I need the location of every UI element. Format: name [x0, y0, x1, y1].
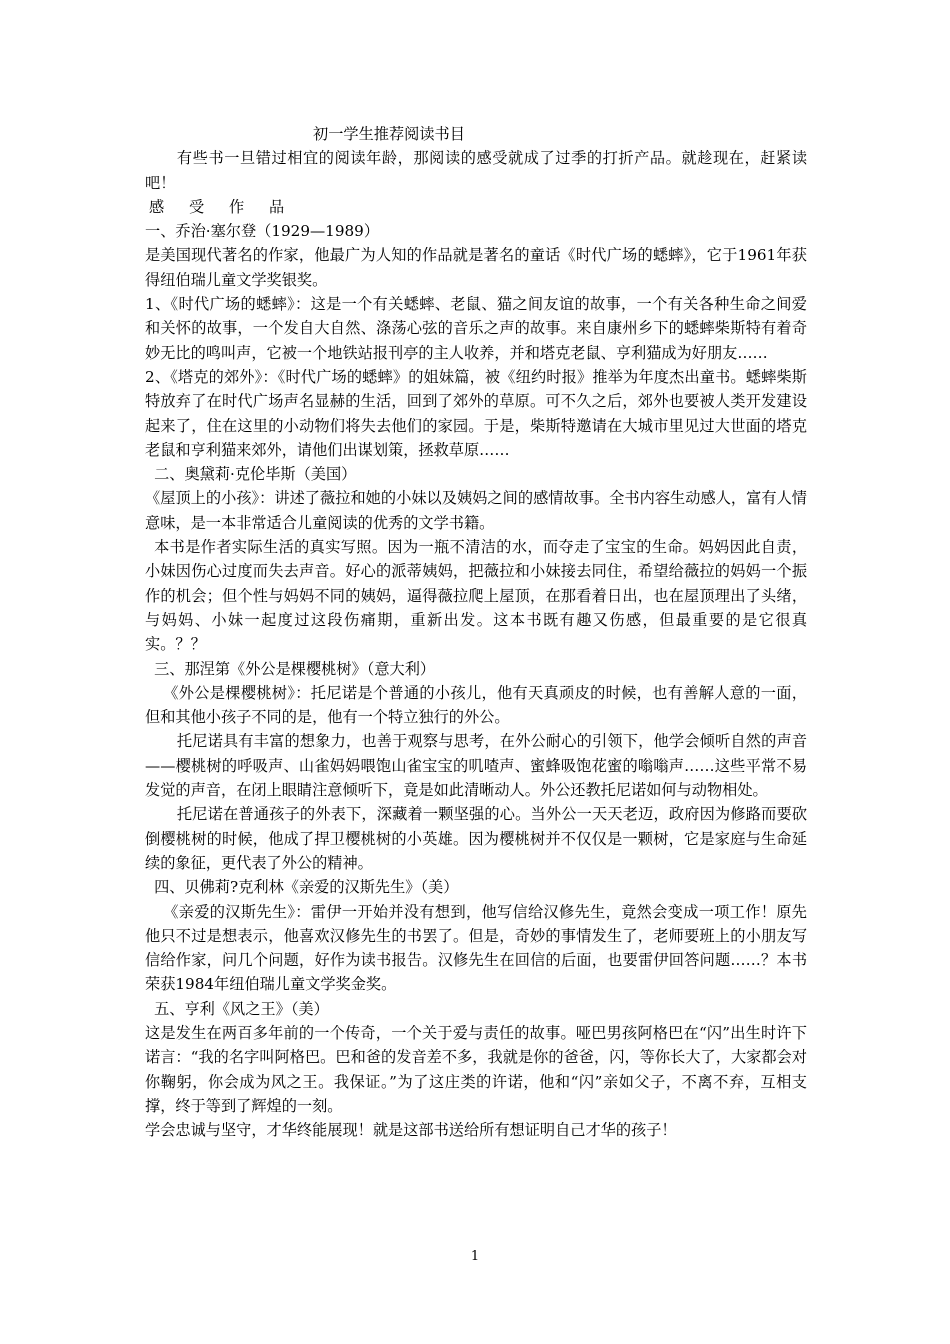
- intro-paragraph: 有些书一旦错过相宜的阅读年龄，那阅读的感受就成了过季的打折产品。就趁现在，赶紧读吧！: [145, 149, 807, 192]
- author-heading: 三、那涅第《外公是棵樱桃树》（意大利）: [154, 659, 436, 678]
- author-heading: 四、贝佛莉?克利林《亲爱的汉斯先生》（美）: [154, 878, 459, 897]
- page-title: 初一学生推荐阅读书目: [313, 125, 465, 143]
- author-paragraph: 是美国现代著名的作家，他最广为人知的作品就是著名的童话《时代广场的蟋蟀》，它于1961年获得纽伯瑞儿童文学奖银奖。: [145, 246, 807, 289]
- author-heading: 五、亨利《风之王》（美）: [154, 999, 329, 1018]
- book-paragraph: 2、《塔克的郊外》：《时代广场的蟋蟀》的姐妹篇，被《纽约时报》推举为年度杰出童书。蟋蟀柴斯特放弃了在时代广场声名显赫的生活，回到了郊外的草原。可不久之后，郊外也要被人类开发建设起来了，住在这里的小动物们将失去他们的家园。于是，柴斯特邀请在大城市里见过大世面的塔克老鼠和亨利猫来郊外，请他们出谋划策，拯救草原……: [145, 367, 807, 459]
- book-paragraph: 托尼诺具有丰富的想象力，也善于观察与思考，在外公耐心的引领下，他学会倾听自然的声音——樱桃树的呼吸声、山雀妈妈喂饱山雀宝宝的叽喳声、蜜蜂吸饱花蜜的嗡嗡声……这些平常不易发觉的声音，在闭上眼睛注意倾听下，竟是如此清晰动人。外公还教托尼诺如何与动物相处。: [145, 732, 807, 800]
- section-label-char: 品: [269, 197, 285, 216]
- book-paragraph: 《外公是棵樱桃树》：托尼诺是个普通的小孩儿，他有天真顽皮的时候，也有善解人意的一面，但和其他小孩子不同的是，他有一个特立独行的外公。: [145, 683, 807, 727]
- page-number: 1: [470, 1249, 480, 1264]
- document-page: [145, 122, 807, 1142]
- book-paragraph: 本书是作者实际生活的真实写照。因为一瓶不清洁的水，而夺走了宝宝的生命。妈妈因此自责，小妹因伤心过度而失去声音。好心的派蒂姨妈，把薇拉和小妹接去同住，希望给薇拉的妈妈一个振作的机会；但个性与妈妈不同的姨妈，逼得薇拉爬上屋顶，在那看着日出，也在屋顶理出了头绪，与妈妈、小妹一起度过这段伤痛期，重新出发。这本书既有趣又伤感，但最重要的是它很真实。？？: [145, 538, 807, 654]
- book-paragraph: 《屋顶上的小孩》：讲述了薇拉和她的小妹以及姨妈之间的感情故事。全书内容生动感人，富有人情意味，是一本非常适合儿童阅读的优秀的文学书籍。: [145, 489, 807, 532]
- book-paragraph: 《亲爱的汉斯先生》：雷伊一开始并没有想到，他写信给汉修先生，竟然会变成一项工作！原先他只不过是想表示，他喜欢汉修先生的书罢了。但是，奇妙的事情发生了，老师要班上的小朋友写信给作家，问几个问题，好作为读书报告。汉修先生在回信的后面，也要雷伊回答问题……？本书荣获1984年纽伯瑞儿童文学奖金奖。: [145, 902, 807, 994]
- book-paragraph: 1、《时代广场的蟋蟀》：这是一个有关蟋蟀、老鼠、猫之间友谊的故事，一个有关各种生命之间爱和关怀的故事，一个发自大自然、涤荡心弦的音乐之声的故事。来自康州乡下的蟋蟀柴斯特有着奇妙无比的鸣叫声，它被一个地铁站报刊亭的主人收养，并和塔克老鼠、亨利猫成为好朋友……: [145, 295, 807, 362]
- section-label: [145, 195, 807, 219]
- book-paragraph: 这是发生在两百多年前的一个传奇，一个关于爱与责任的故事。哑巴男孩阿格巴在“闪”出生时许下诺言：“我的名字叫阿格巴。巴和爸的发音差不多，我就是你的爸爸，闪，等你长大了，大家都会对你鞠躬，你会成为风之王。我保证。”为了这庄类的许诺，他和“闪”亲如父子，不离不弃，互相支撑，终于等到了辉煌的一刻。: [145, 1023, 807, 1115]
- author-heading: 二、奥黛莉·克伦毕斯（美国）: [154, 465, 357, 484]
- section-label-char: 感: [149, 197, 165, 216]
- section-label-char: 作: [229, 197, 245, 216]
- closing-paragraph: 学会忠诚与坚守，才华终能展现！就是这部书送给所有想证明自己才华的孩子！: [145, 1121, 677, 1140]
- author-heading: 一、乔治·塞尔登（1929—1989）: [145, 222, 380, 241]
- book-paragraph: 托尼诺在普通孩子的外表下，深藏着一颗坚强的心。当外公一天天老迈，政府因为修路而要砍倒樱桃树的时候，他成了捍卫樱桃树的小英雄。因为樱桃树并不仅仅是一颗树，它是家庭与生命延续的象征，更代表了外公的精神。: [145, 805, 807, 872]
- section-label-char: 受: [189, 197, 205, 216]
